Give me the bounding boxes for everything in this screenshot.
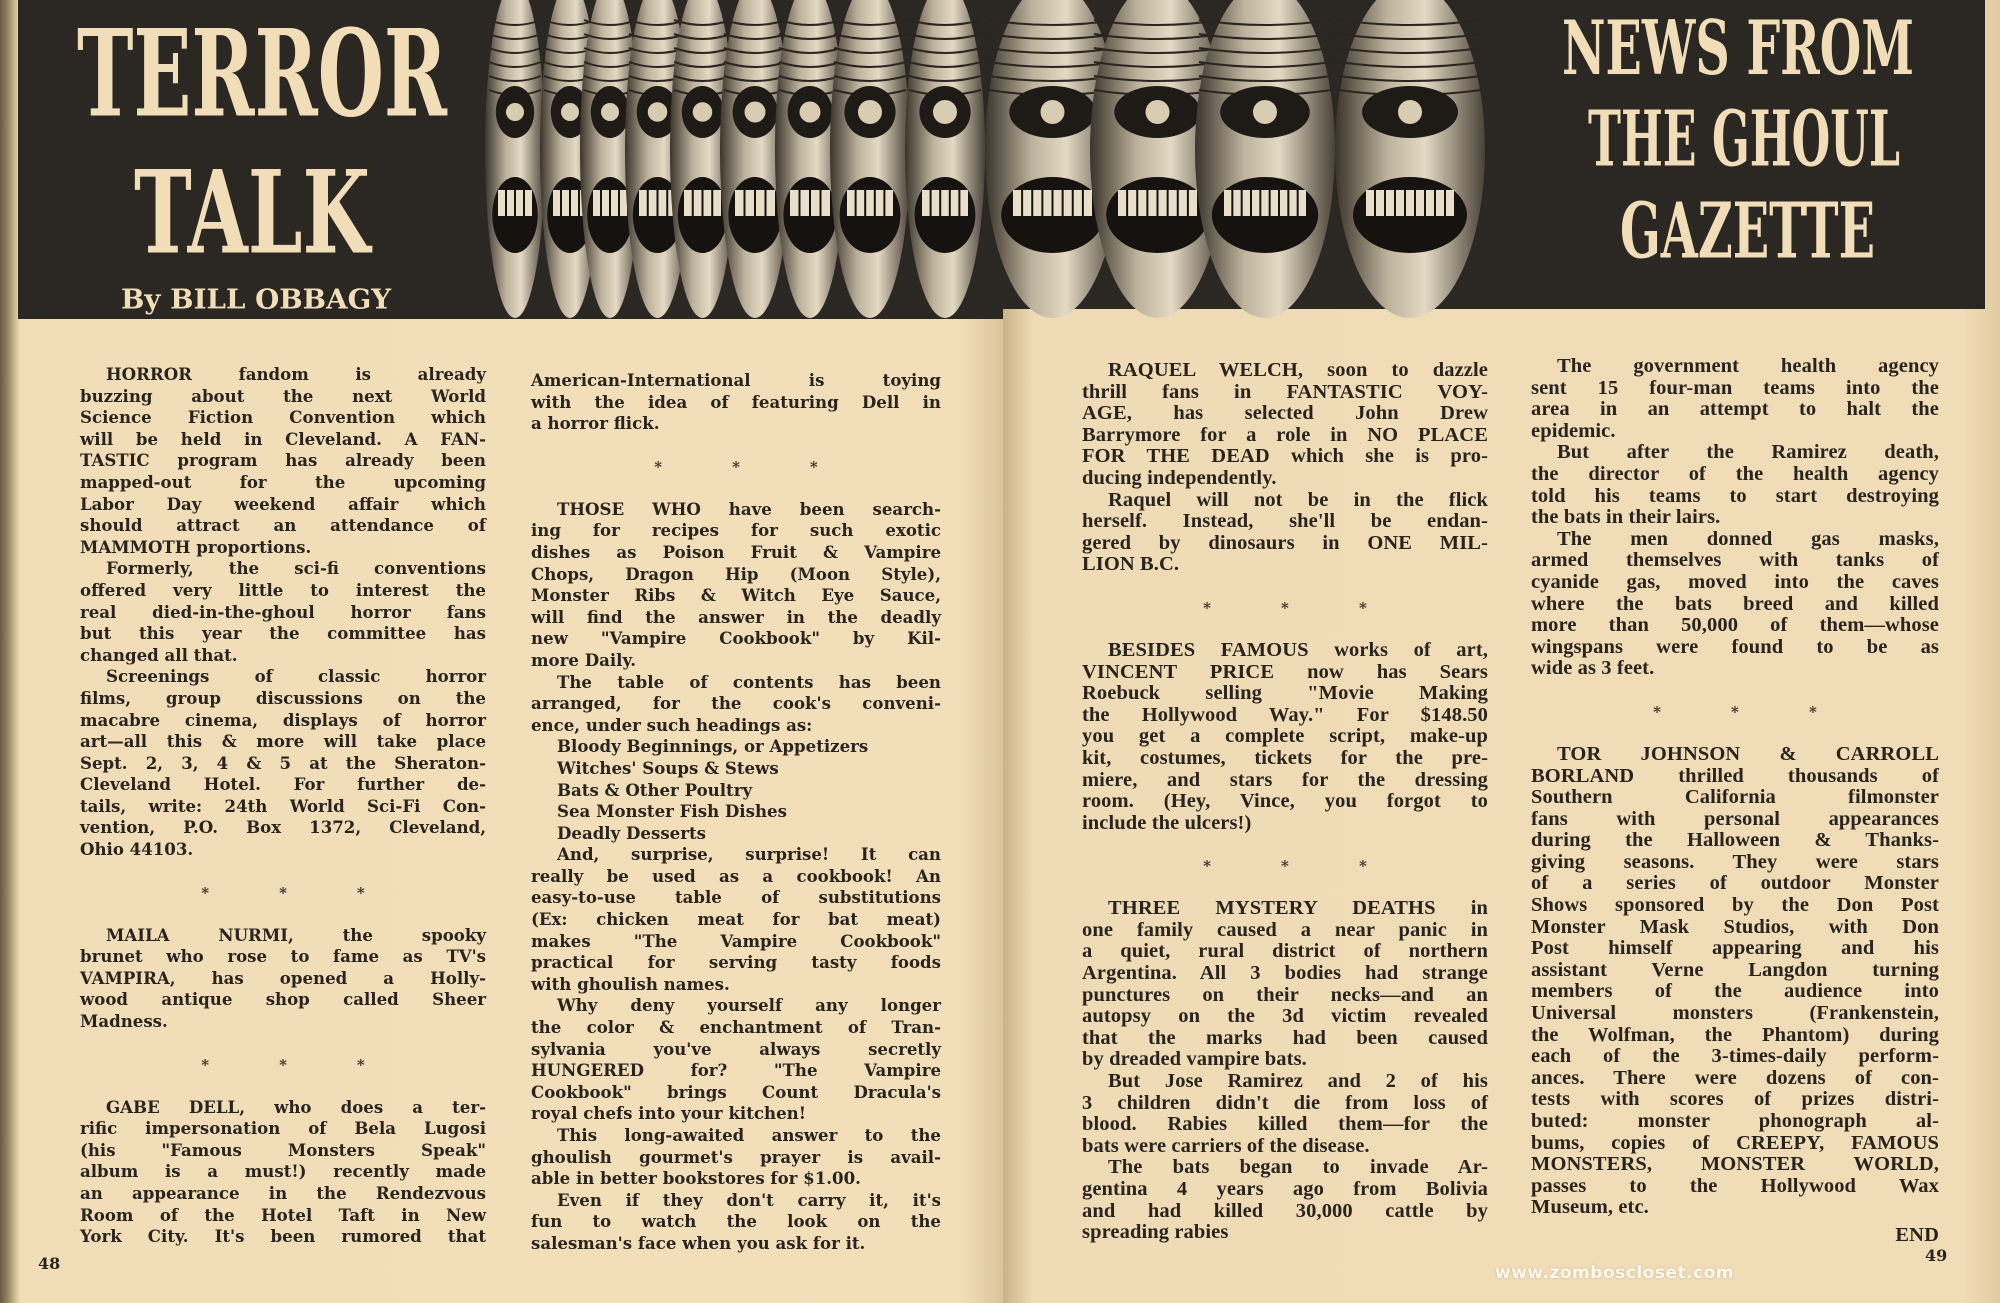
paragraph bbox=[531, 499, 941, 672]
text-line: Formerly, the sci-fi conventions bbox=[106, 558, 486, 579]
text-line: album is a must!) recently made bbox=[80, 1161, 486, 1182]
text-line: by dreaded vampire bats. bbox=[1082, 1048, 1307, 1071]
text-line: Monster Mask Studios, with Don bbox=[1531, 915, 1939, 938]
paragraph bbox=[1531, 744, 1939, 1219]
byline bbox=[121, 283, 391, 315]
title-the-ghoul bbox=[1588, 94, 1900, 184]
separator-asterisk: * bbox=[1281, 598, 1289, 617]
text-line: ence, under such headings as: bbox=[531, 714, 813, 735]
title-gazette-text: GAZETTE bbox=[1620, 185, 1875, 277]
text-line: miere, and stars for the dressing bbox=[1082, 768, 1488, 791]
text-line: offered very little to interest the bbox=[80, 579, 486, 600]
text-line: will be held in Cleveland. A FAN- bbox=[80, 428, 486, 449]
title-the-ghoul-text: THE GHOUL bbox=[1588, 93, 1900, 185]
text-line: the bats in their lairs. bbox=[1531, 506, 1721, 529]
text-line: you get a complete script, make-up bbox=[1082, 725, 1488, 748]
text-line: Monster Ribs & Witch Eye Sauce, bbox=[531, 585, 941, 606]
text-line: new "Vampire Cookbook" by Kil- bbox=[531, 628, 941, 649]
text-line: MAMMOTH proportions. bbox=[80, 536, 312, 557]
text-line: ing for recipes for such exotic bbox=[531, 520, 941, 541]
text-line: The government health agency bbox=[1557, 355, 1939, 377]
section-separator bbox=[1082, 834, 1488, 898]
text-line: Barrymore for a role in NO PLACE bbox=[1082, 423, 1488, 446]
paragraph bbox=[531, 370, 941, 435]
text-line: films, group discussions on the bbox=[80, 687, 486, 708]
text-line: THREE MYSTERY DEATHS in bbox=[1108, 897, 1488, 920]
section-separator bbox=[80, 861, 486, 925]
text-line: members of the audience into bbox=[1531, 980, 1939, 1003]
text-line: dishes as Poison Fruit & Vampire bbox=[531, 541, 941, 562]
title-talk-text: TALK bbox=[134, 145, 373, 281]
article-column-1 bbox=[80, 364, 486, 1248]
section-separator bbox=[531, 435, 941, 499]
section-separator bbox=[1531, 680, 1939, 744]
text-line: (his "Famous Monsters Speak" bbox=[80, 1139, 486, 1160]
text-line: But Jose Ramirez and 2 of his bbox=[1108, 1070, 1488, 1093]
text-line: Science Fiction Convention which bbox=[80, 407, 486, 428]
text-line: Raquel will not be in the flick bbox=[1108, 488, 1488, 511]
text-line: easy-to-use table of substitutions bbox=[531, 887, 941, 908]
paragraph bbox=[1082, 1157, 1488, 1243]
title-news-from-text: NEWS FROM bbox=[1562, 3, 1914, 92]
text-line: fun to watch the look on the bbox=[531, 1211, 941, 1232]
text-line: VAMPIRA, has opened a Holly- bbox=[80, 967, 486, 988]
text-line: giving seasons. They were stars bbox=[1531, 850, 1939, 873]
paragraph bbox=[1082, 360, 1488, 490]
text-line: herself. Instead, she'll be endan- bbox=[1082, 510, 1488, 533]
separator-asterisk: * bbox=[1203, 857, 1212, 876]
text-line: but this year the committee has bbox=[80, 623, 486, 644]
text-line: wingspans were found to be as bbox=[1531, 635, 1939, 658]
text-line: Madness. bbox=[80, 1011, 168, 1032]
text-line: bums, copies of CREEPY, FAMOUS bbox=[1531, 1131, 1939, 1154]
text-line: changed all that. bbox=[80, 644, 238, 665]
text-line: TASTIC program has already been bbox=[80, 450, 486, 471]
text-line: makes "The Vampire Cookbook" bbox=[531, 930, 941, 951]
text-line: the director of the health agency bbox=[1531, 462, 1939, 485]
paragraph bbox=[80, 666, 486, 860]
text-line: gered by dinosaurs in ONE MIL- bbox=[1082, 531, 1488, 554]
text-line: practical for serving tasty foods bbox=[531, 952, 941, 973]
list-item: Sea Monster Fish Dishes bbox=[557, 801, 787, 822]
text-line: But after the Ramirez death, bbox=[1557, 441, 1939, 464]
separator-asterisk: * bbox=[732, 457, 740, 476]
separator-asterisk: * bbox=[201, 1055, 210, 1074]
text-line: buted: monster phonograph al- bbox=[1531, 1110, 1939, 1132]
separator-asterisk: * bbox=[809, 457, 818, 476]
text-line: gentina 4 years ago from Bolivia bbox=[1082, 1178, 1488, 1200]
text-line: TOR JOHNSON & CARROLL bbox=[1557, 742, 1939, 765]
text-line: LION B.C. bbox=[1082, 553, 1180, 576]
separator-asterisk: * bbox=[654, 457, 663, 476]
text-line: HUNGERED for? "The Vampire bbox=[531, 1060, 941, 1081]
paragraph bbox=[1082, 898, 1488, 1071]
text-line: 3 children didn't die from loss of bbox=[1082, 1091, 1488, 1114]
text-line: Screenings of classic horror bbox=[106, 666, 486, 687]
text-line: AGE, has selected John Drew bbox=[1082, 402, 1488, 425]
list-item: Witches' Soups & Stews bbox=[557, 757, 779, 778]
separator-asterisk: * bbox=[1358, 598, 1367, 617]
title-gazette bbox=[1620, 186, 1875, 276]
text-line: salesman's face when you ask for it. bbox=[531, 1232, 866, 1253]
text-line: (Ex: chicken meat for bat meat) bbox=[531, 909, 941, 930]
text-line: the Wolfman, the Phantom) during bbox=[1531, 1023, 1939, 1046]
text-line: The table of contents has been bbox=[557, 671, 941, 692]
separator-asterisk: * bbox=[1281, 857, 1289, 876]
text-line: tails, write: 24th World Sci-Fi Con- bbox=[80, 795, 486, 816]
text-line: where the bats breed and killed bbox=[1531, 592, 1939, 615]
text-line: an appearance in the Rendezvous bbox=[80, 1183, 486, 1203]
separator-asterisk: * bbox=[279, 1055, 287, 1074]
text-line: room. (Hey, Vince, you forgot to bbox=[1082, 790, 1488, 813]
text-line: wood antique shop called Sheer bbox=[80, 989, 486, 1010]
text-line: blood. Rabies killed them—for the bbox=[1082, 1113, 1488, 1136]
text-line: FOR THE DEAD which she is pro- bbox=[1082, 445, 1488, 468]
paragraph bbox=[1082, 1071, 1488, 1157]
text-line: sylvania you've always secretly bbox=[531, 1038, 941, 1059]
text-line: York City. It's been rumored that bbox=[80, 1226, 486, 1247]
text-line: the Hollywood Way." For $148.50 bbox=[1082, 703, 1488, 726]
paragraph bbox=[1082, 640, 1488, 834]
text-line: should attract an attendance of bbox=[80, 515, 486, 536]
text-line: Ohio 44103. bbox=[80, 839, 194, 860]
byline-text: By BILL OBBAGY bbox=[121, 282, 392, 316]
text-line: brunet who rose to fame as TV's bbox=[80, 946, 486, 967]
text-line: the color & enchantment of Tran- bbox=[531, 1017, 941, 1038]
text-line: wide as 3 feet. bbox=[1531, 657, 1655, 680]
title-talk bbox=[134, 145, 373, 281]
text-line: Sept. 2, 3, 4 & 5 at the Sheraton- bbox=[80, 752, 486, 773]
text-line: art—all this & more will take place bbox=[80, 731, 486, 752]
ghoul-face bbox=[1335, 0, 1485, 318]
text-line: Universal monsters (Frankenstein, bbox=[1531, 1002, 1939, 1025]
text-line: ducing independently. bbox=[1082, 466, 1277, 489]
separator-asterisk: * bbox=[1358, 857, 1367, 876]
text-line: with ghoulish names. bbox=[531, 973, 730, 994]
paragraph bbox=[1082, 490, 1488, 576]
text-line: a horror flick. bbox=[531, 413, 660, 434]
text-line: Even if they don't carry it, it's bbox=[557, 1189, 941, 1210]
text-line: real died-in-the-ghoul horror fans bbox=[80, 601, 486, 622]
text-line: HORROR fandom is already bbox=[106, 364, 486, 384]
text-line: really be used as a cookbook! An bbox=[531, 865, 941, 886]
text-line: BESIDES FAMOUS works of art, bbox=[1108, 638, 1488, 661]
text-line: Roebuck selling "Movie Making bbox=[1082, 682, 1488, 705]
text-line: a quiet, rural district of northern bbox=[1082, 940, 1488, 963]
heading-list bbox=[531, 736, 941, 844]
paragraph bbox=[531, 672, 941, 737]
text-line: Museum, etc. bbox=[1531, 1196, 1649, 1219]
section-separator bbox=[1082, 576, 1488, 640]
text-line: Shows sponsored by the Don Post bbox=[1531, 894, 1939, 917]
paragraph bbox=[80, 364, 486, 558]
ghoul-face bbox=[830, 0, 910, 318]
text-line: of a series of outdoor Monster bbox=[1531, 872, 1939, 895]
ghoul-faces-illustration bbox=[485, 0, 1520, 320]
text-line: This long-awaited answer to the bbox=[557, 1125, 941, 1145]
paragraph bbox=[531, 844, 941, 995]
text-line: VINCENT PRICE now has Sears bbox=[1082, 660, 1488, 683]
text-line: Why deny yourself any longer bbox=[557, 995, 941, 1016]
title-terror-text: TERROR bbox=[77, 3, 448, 145]
text-line: area in an attempt to halt the bbox=[1531, 398, 1939, 421]
text-line: more Daily. bbox=[531, 649, 636, 670]
page-number-right: 49 bbox=[1925, 1246, 1948, 1265]
text-line: buzzing about the next World bbox=[80, 385, 486, 406]
text-line: autopsy on the 3d victim revealed bbox=[1082, 1005, 1488, 1028]
separator-asterisk: * bbox=[356, 1055, 365, 1074]
text-line: punctures on their necks—and an bbox=[1082, 983, 1488, 1006]
text-line: Room of the Hotel Taft in New bbox=[80, 1204, 486, 1225]
article-column-2 bbox=[531, 370, 941, 1255]
text-line: MONSTERS, MONSTER WORLD, bbox=[1531, 1153, 1939, 1176]
text-line: told his teams to start destroying bbox=[1531, 484, 1939, 507]
text-line: And, surprise, surprise! It can bbox=[557, 844, 941, 865]
text-line: that the marks had been caused bbox=[1082, 1026, 1488, 1049]
text-line: Argentina. All 3 bodies had strange bbox=[1082, 962, 1488, 985]
text-line: sent 15 four-man teams into the bbox=[1531, 376, 1939, 399]
section-separator bbox=[80, 1033, 486, 1097]
text-line: thrill fans in FANTASTIC VOY- bbox=[1082, 380, 1488, 403]
text-line: royal chefs into your kitchen! bbox=[531, 1103, 806, 1124]
separator-asterisk: * bbox=[1653, 702, 1662, 721]
text-line: able in better bookstores for $1.00. bbox=[531, 1168, 861, 1189]
article-column-4 bbox=[1531, 356, 1939, 1247]
separator-asterisk: * bbox=[1203, 598, 1212, 617]
ghoul-face bbox=[1195, 0, 1335, 318]
text-line: bats were carriers of the disease. bbox=[1082, 1134, 1370, 1157]
title-news-from bbox=[1562, 4, 1914, 92]
paragraph bbox=[1531, 442, 1939, 528]
paragraph bbox=[80, 1097, 486, 1248]
text-line: epidemic. bbox=[1531, 419, 1616, 442]
text-line: each of the 3-times-daily perform- bbox=[1531, 1045, 1939, 1068]
text-line: kit, costumes, tickets for the pre- bbox=[1082, 746, 1488, 769]
separator-asterisk: * bbox=[1731, 702, 1739, 721]
text-line: Chops, Dragon Hip (Moon Style), bbox=[531, 563, 941, 584]
text-line: and had killed 30,000 cattle by bbox=[1082, 1199, 1488, 1222]
text-line: armed themselves with tanks of bbox=[1531, 549, 1939, 572]
text-line: ances. There were dozens of con- bbox=[1531, 1066, 1939, 1089]
text-line: arranged, for the cook's conveni- bbox=[531, 693, 941, 714]
paragraph bbox=[80, 558, 486, 666]
list-item: Bats & Other Poultry bbox=[557, 779, 753, 800]
title-terror bbox=[77, 4, 447, 144]
paragraph bbox=[80, 925, 486, 1033]
text-line: Southern California filmonster bbox=[1531, 786, 1939, 809]
text-line: fans with personal appearances bbox=[1531, 807, 1939, 830]
end-mark: END bbox=[1895, 1223, 1939, 1246]
text-line: MAILA NURMI, the spooky bbox=[106, 924, 486, 945]
text-line: more than 50,000 of them—whose bbox=[1531, 614, 1939, 637]
paragraph bbox=[531, 1125, 941, 1190]
text-line: Labor Day weekend affair which bbox=[80, 493, 486, 514]
text-line: The men donned gas masks, bbox=[1557, 527, 1939, 550]
text-line: will find the answer in the deadly bbox=[531, 606, 941, 627]
text-line: rific impersonation of Bela Lugosi bbox=[80, 1118, 486, 1139]
text-line: ghoulish gourmet's prayer is avail- bbox=[531, 1146, 941, 1167]
paragraph bbox=[531, 1190, 941, 1255]
text-line: Cleveland Hotel. For further de- bbox=[80, 774, 486, 795]
list-item: Deadly Desserts bbox=[557, 822, 706, 843]
separator-asterisk: * bbox=[1808, 702, 1817, 721]
text-line: mapped-out for the upcoming bbox=[80, 471, 486, 492]
text-line: with the idea of featuring Dell in bbox=[531, 391, 941, 412]
watermark: www.zomboscloset.com bbox=[1495, 1263, 1735, 1283]
article-column-3 bbox=[1082, 360, 1488, 1244]
text-line: passes to the Hollywood Wax bbox=[1531, 1174, 1939, 1197]
separator-asterisk: * bbox=[201, 883, 210, 902]
text-line: RAQUEL WELCH, soon to dazzle bbox=[1108, 359, 1488, 381]
text-line: cyanide gas, moved into the caves bbox=[1531, 570, 1939, 593]
text-line: Post himself appearing and his bbox=[1531, 937, 1939, 960]
text-line: Cookbook" brings Count Dracula's bbox=[531, 1081, 941, 1102]
text-line: BORLAND thrilled thousands of bbox=[1531, 764, 1939, 787]
paragraph bbox=[1531, 356, 1939, 442]
text-line: include the ulcers!) bbox=[1082, 811, 1252, 834]
text-line: one family caused a near panic in bbox=[1082, 918, 1488, 941]
paragraph bbox=[531, 995, 941, 1125]
text-line: tests with scores of prizes distri- bbox=[1531, 1088, 1939, 1111]
text-line: macabre cinema, displays of horror bbox=[80, 709, 486, 730]
separator-asterisk: * bbox=[356, 883, 365, 902]
text-line: assistant Verne Langdon turning bbox=[1531, 958, 1939, 981]
paragraph bbox=[1531, 529, 1939, 680]
ghoul-face bbox=[905, 0, 985, 318]
list-item: Bloody Beginnings, or Appetizers bbox=[557, 736, 869, 757]
text-line: during the Halloween & Thanks- bbox=[1531, 829, 1939, 852]
separator-asterisk: * bbox=[279, 883, 287, 902]
text-line: vention, P.O. Box 1372, Cleveland, bbox=[80, 817, 486, 838]
page-number-left: 48 bbox=[38, 1254, 61, 1273]
text-line: spreading rabies bbox=[1082, 1221, 1229, 1244]
text-line: The bats began to invade Ar- bbox=[1108, 1156, 1488, 1179]
text-line: American-International is toying bbox=[531, 370, 941, 390]
ghoul-face bbox=[485, 0, 545, 318]
text-line: GABE DELL, who does a ter- bbox=[106, 1096, 486, 1117]
text-line: THOSE WHO have been search- bbox=[557, 498, 941, 519]
